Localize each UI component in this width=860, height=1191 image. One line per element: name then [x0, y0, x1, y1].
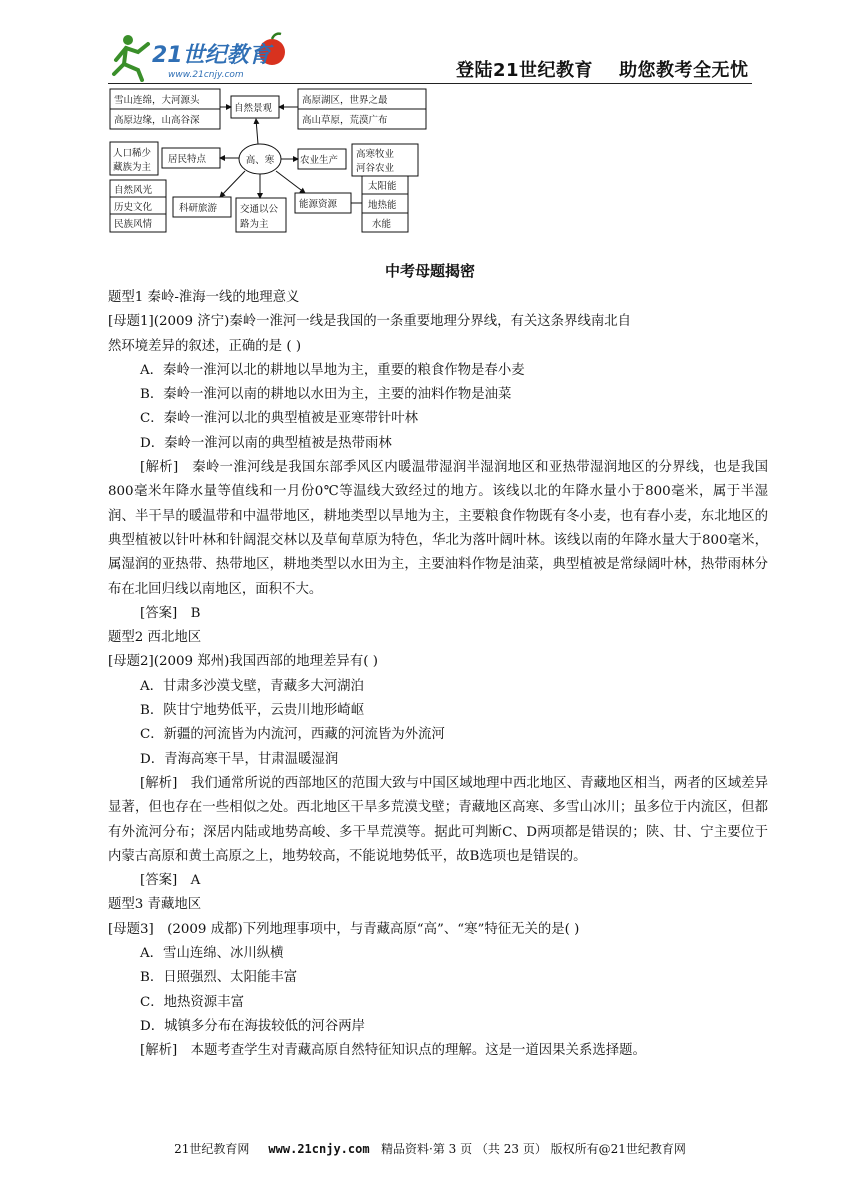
- agri-box-1: 高寒牧业: [356, 149, 395, 160]
- analysis-line: [解析] 本题考查学生对青藏高原自然特征知识点的理解。这是一道因果关系选择题。: [140, 1043, 646, 1059]
- left-top-1: 雪山连绵，大河源头: [114, 95, 200, 106]
- option-line: A．秦岭一淮河以北的耕地以旱地为主，重要的粮食作物是春小麦: [140, 362, 525, 378]
- option-line: D．城镇多分布在海拔较低的河谷两岸: [140, 1018, 365, 1034]
- answer-line: [答案] A: [140, 873, 201, 889]
- runner-icon: [114, 35, 148, 80]
- header-rule: [108, 83, 752, 84]
- option-line: D．秦岭一淮河以南的典型植被是热带雨林: [140, 435, 392, 451]
- option-line: C．地热资源丰富: [140, 994, 244, 1010]
- text-line: 题型1 秦岭-淮海一线的地理意义: [108, 290, 300, 305]
- footer-info: 精品资料·第 3 页 （共 23 页） 版权所有@21世纪教育网: [381, 1142, 686, 1156]
- right-top-2: 高山草原，荒漠广布: [302, 115, 388, 126]
- energy-item-3: 水能: [372, 219, 392, 230]
- energy-label: 能源资源: [299, 199, 338, 210]
- option-line: D．青海高寒干旱，甘肃温暖湿润: [140, 751, 339, 767]
- natural-label: 自然景观: [234, 103, 273, 114]
- page-footer: [0, 1140, 860, 1157]
- option-line: B．日照强烈、太阳能丰富: [140, 970, 298, 986]
- residents-box-2: 藏族为主: [113, 162, 152, 173]
- right-top-1: 高原湖区，世界之最: [302, 95, 388, 106]
- text-line: 然环境差异的叙述，正确的是 ( ): [108, 338, 302, 354]
- option-line: C．新疆的河流皆为内流河，西藏的河流皆为外流河: [140, 727, 445, 743]
- logo-url: www.21cnjy.com: [168, 70, 244, 80]
- slogan-left[interactable]: 登陆21世纪教育: [456, 60, 594, 81]
- header-slogan: [456, 56, 749, 82]
- site-logo: [108, 30, 308, 82]
- option-line: B．陕甘宁地势低平，云贵川地形崎岖: [140, 703, 365, 719]
- slogan-right: 助您教考全无忧: [619, 60, 749, 81]
- text-line: [母题3] (2009 成都)下列地理事项中，与青藏高原“高”、“寒”特征无关的是( ): [108, 921, 580, 937]
- tourism-label: 科研旅游: [179, 203, 218, 214]
- energy-item-2: 地热能: [368, 200, 397, 211]
- option-line: B．秦岭一淮河以南的耕地以水田为主，主要的油料作物是油菜: [140, 387, 512, 403]
- center-label: 高、寒: [245, 155, 275, 166]
- text-line: 题型2 西北地区: [108, 630, 202, 646]
- logo-wordmark: 21世纪教育: [152, 43, 271, 68]
- option-line: A．甘肃多沙漠戈壁，青藏多大河湖泊: [140, 678, 364, 694]
- concept-diagram: [100, 86, 440, 234]
- left-top-2: 高原边缘，山高谷深: [114, 115, 200, 126]
- transport-1: 交通以公: [240, 204, 279, 215]
- residents-box-1: 人口稀少: [113, 148, 152, 159]
- energy-item-1: 太阳能: [368, 181, 397, 192]
- text-line: 题型3 青藏地区: [108, 897, 202, 913]
- option-line: C．秦岭一淮河以北的典型植被是亚寒带针叶林: [140, 411, 419, 427]
- text-line: [母题1](2009 济宁)秦岭一淮河一线是我国的一条重要地理分界线，有关这条界线南北自: [108, 314, 632, 330]
- option-line: A．雪山连绵、冰川纵横: [140, 946, 284, 962]
- transport-2: 路为主: [240, 219, 269, 230]
- page-title: 中考母题揭密: [384, 262, 475, 280]
- agri-box-2: 河谷农业: [356, 163, 395, 174]
- tourism-item-1: 自然风光: [114, 185, 153, 196]
- analysis-paragraph: [解析] 我们通常所说的西部地区的范围大致与中国区域地理中西北地区、青藏地区相当，两者的区域差异显著，但也存在一些相似之处。西北地区干旱多荒漠戈壁；青藏地区高寒、多雪山冰川；虽多位于内流区，但都有外流河分布；深居内陆或地势高峻、多干旱荒漠等。据此可判断C、D两项都是错误的；陕、甘、宁主要位于内蒙古高原和黄土高原之上，地势较高，不能说地势低平，故B选项也是错误的。: [108, 775, 768, 864]
- text-line: [母题2](2009 郑州)我国西部的地理差异有( ): [108, 654, 378, 670]
- footer-site[interactable]: 21世纪教育网: [174, 1142, 250, 1156]
- footer-url[interactable]: www.21cnjy.com: [268, 1142, 370, 1156]
- agri-label: 农业生产: [300, 155, 339, 166]
- residents-label: 居民特点: [168, 154, 207, 165]
- document-body: [108, 286, 768, 1064]
- analysis-paragraph: [解析] 秦岭一淮河线是我国东部季风区内暖温带湿润半湿润地区和亚热带湿润地区的分界线，也是我国800毫米年降水量等值线和一月份0℃等温线大致经过的地方。该线以北的年降水量小于800毫米，属于半湿润、半干旱的暖温带和中温带地区，耕地类型以旱地为主，主要粮食作物既有冬小麦，也有春小麦，东北地区的典型植被以针叶林和针阔混交林以及草甸草原为特色，华北为落叶阔叶林。该线以南的年降水量大于800毫米，属湿润的亚热带、热带地区，耕地类型以水田为主，主要油料作物是油菜，典型植被是常绿阔叶林，热带雨林分布在北回归线以南地区，面积不大。: [108, 460, 768, 597]
- tourism-item-2: 历史文化: [114, 202, 153, 213]
- tourism-item-3: 民族风情: [114, 219, 153, 230]
- answer-line: [答案] B: [140, 605, 201, 621]
